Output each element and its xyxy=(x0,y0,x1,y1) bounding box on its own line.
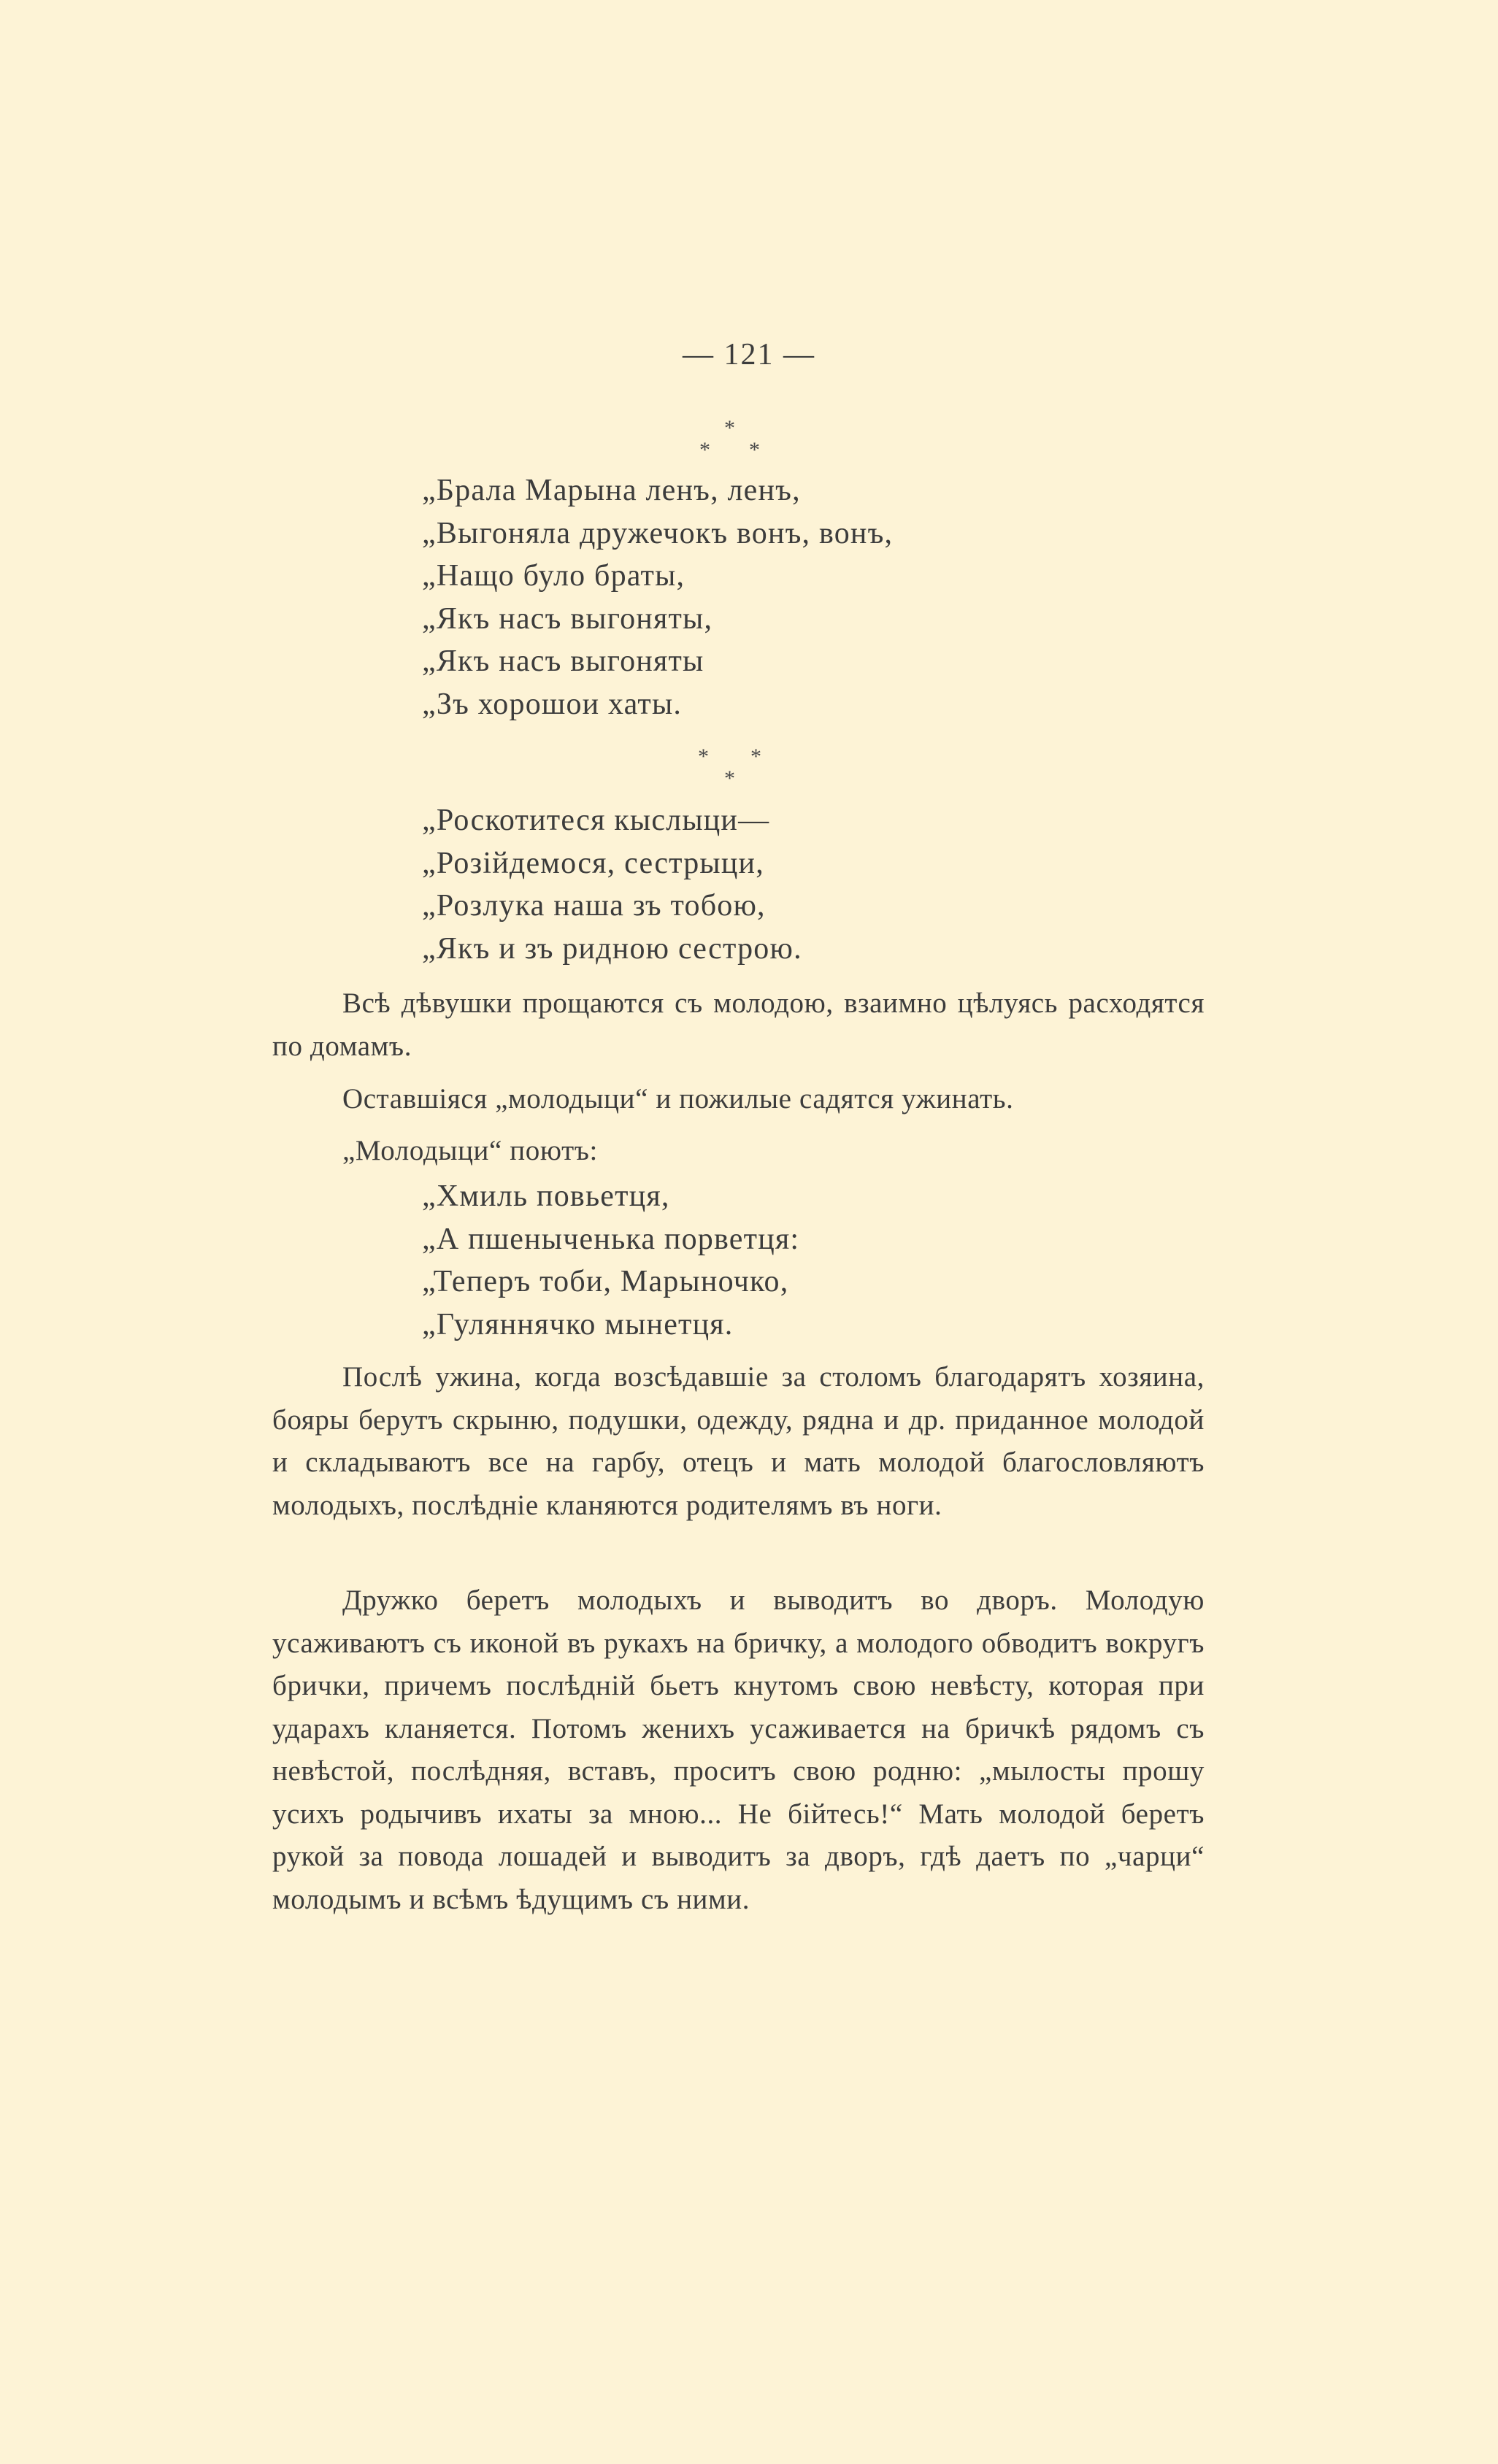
verse-line: „Теперъ тоби, Марыночко, xyxy=(422,1265,789,1298)
asterism-star: * xyxy=(699,438,710,462)
paragraph-molodytsi-sing: „Молодыци“ поютъ: xyxy=(342,1135,598,1166)
verse-line: „Якъ насъ выгоняты, xyxy=(422,601,713,636)
asterism-star: * xyxy=(724,766,735,790)
verse-line: „Роскотитеся кыслыци— xyxy=(422,804,770,837)
asterism-star: * xyxy=(749,438,760,462)
paragraph-after-supper: Послѣ ужина, когда возсѣдавшiе за столомъ благодарятъ хозяина, бояры берутъ скрыню, подушки, одежду, рядна и др. приданное молодой и складываютъ все на гарбу, отецъ и мать молодой благословляютъ молодыхъ, послѣднiе кланяются родителямъ въ ноги. xyxy=(272,1361,1205,1521)
asterism-star: * xyxy=(750,744,761,769)
asterism-top xyxy=(657,417,803,476)
asterism-star: * xyxy=(724,416,735,440)
asterism-star: * xyxy=(698,744,709,769)
verse-1 xyxy=(422,469,893,725)
verse-line: „Зъ хорошои хаты. xyxy=(422,687,683,721)
verse-line: „А пшеныченька порветця: xyxy=(422,1222,800,1256)
verse-line: „Гуляннячко мынетця. xyxy=(422,1307,734,1341)
paragraph-girls-farewell: Всѣ дѣвушки прощаются съ молодою, взаимно цѣлуясь расходятся по домамъ. xyxy=(272,987,1205,1062)
verse-2 xyxy=(422,799,802,970)
verse-line: „Хмиль повьетця, xyxy=(422,1179,670,1213)
asterism-middle xyxy=(657,746,803,804)
verse-line: „Нащо було браты, xyxy=(422,559,685,593)
verse-line: „Брала Марына ленъ, ленъ, xyxy=(422,474,801,507)
verse-line: „Розлука наша зъ тобою, xyxy=(422,889,766,923)
verse-line: „Якъ и зъ ридною сестрою. xyxy=(422,931,802,966)
verse-3 xyxy=(422,1175,799,1346)
paragraph-supper: Оставшiяся „молодыци“ и пожилые садятся ужинать. xyxy=(342,1083,1014,1114)
verse-line: „Якъ насъ выгоняты xyxy=(422,644,704,678)
verse-line: „Выгоняла дружечокъ вонъ, вонъ, xyxy=(422,516,894,550)
verse-line: „Розiйдемося, сестрыци, xyxy=(422,846,764,880)
page-number: — 121 — xyxy=(683,338,815,371)
paragraph-wedding-procession: Дружко беретъ молодыхъ и выводитъ во дворъ. Молодую усаживаютъ съ иконой въ рукахъ на бричку, а молодого обводитъ вокругъ брички, причемъ послѣднiй бьетъ кнутомъ свою невѣсту, которая при ударахъ кланяется. Потомъ женихъ усаживается на бричкѣ рядомъ съ невѣстой, послѣдняя, вставъ, проситъ свою родню: „мылосты прошу усихъ родычивъ ихаты за мною... Не бiйтесь!“ Мать молодой беретъ рукой за повода лошадей и выводитъ за дворъ, гдѣ даетъ по „чарци“ молодымъ и всѣмъ ѣдущимъ съ ними. xyxy=(272,1585,1205,1915)
